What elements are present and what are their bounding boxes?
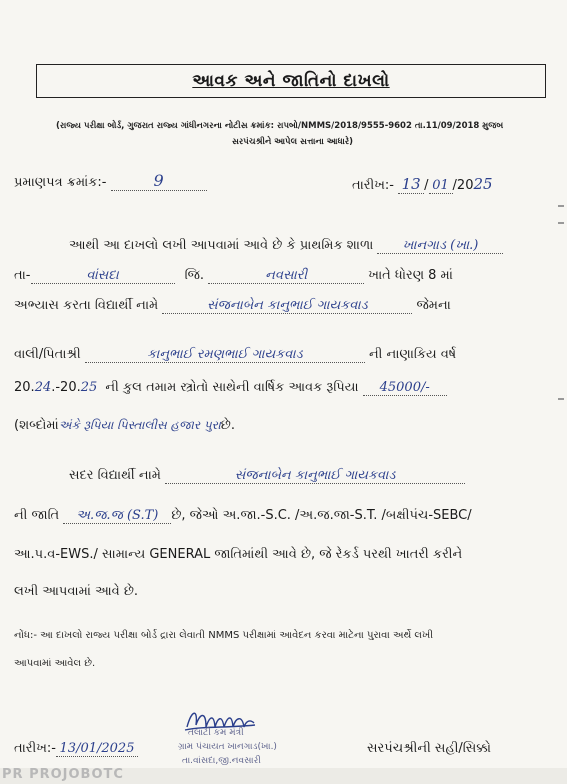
- certificate-number-value: 9: [111, 171, 207, 191]
- student-prefix: અભ્યાસ કરતા વિદ્યાર્થી નામે: [14, 298, 159, 313]
- income-text: ની કુલ તમામ સ્ત્રોતો સાથેની વાર્ષિક આવક રૂપિયા: [105, 380, 359, 395]
- guardian-name: કાનુભાઈ રમણભાઈ ગાયકવાડ: [85, 347, 365, 363]
- sadar-label: સદર વિદ્યાર્થી નામે: [69, 468, 161, 483]
- caste-value: અ.જ.જ (S.T): [63, 508, 171, 524]
- date-day: 13: [398, 175, 424, 194]
- edge-mark: [558, 222, 564, 224]
- income-words: અંકે રૂપિયા પિસ્તાલીસ હજાર પુરા: [58, 418, 221, 432]
- year-value-2: 25: [80, 380, 98, 395]
- income-value: 45000/-: [363, 380, 447, 396]
- stamp-line-2: તા.વાંસદા,જી.નવસારી: [182, 756, 261, 766]
- note-line-2: આપવામાં આવેલ છે.: [14, 658, 96, 669]
- year-value-1: 24: [34, 380, 52, 395]
- words-prefix: (શબ્દોમાં: [14, 418, 59, 433]
- edge-mark: [558, 398, 564, 400]
- school-name: ખાનગાડ (ખા.): [377, 238, 503, 254]
- financial-year-text: ની નાણાકિય વર્ષ: [368, 347, 457, 362]
- note-line-1: નોંધ:- આ દાખલો રાજ્ય પરીક્ષા બોર્ડ દ્રારા લેવાતી NMMS પરીક્ષામાં આવેદન કરવા માટેના પુરાવા અર્થે લખી: [14, 630, 434, 641]
- paragraph-line-3: [14, 298, 451, 314]
- taluka-value: વાંસદા: [31, 268, 175, 284]
- certificate-number-row: [14, 171, 207, 191]
- sarpanch-signature-label: સરપંચશ્રીની સહી/સિક્કો: [367, 741, 491, 756]
- title-box: [36, 64, 546, 98]
- stamp-title: તલાટી કમ મંત્રી: [188, 728, 244, 738]
- paragraph-line-9: આ.પ.વ-EWS./ સામાન્ય GENERAL જાતિમાંથી આવે છે, જે રેકર્ડ પરથી ખાતરી કરીને: [14, 547, 463, 562]
- date-year-suffix: 25: [473, 175, 493, 193]
- year-prefix-1: 20.: [14, 380, 35, 395]
- bottom-date-label: તારીખ:-: [14, 741, 56, 756]
- paragraph-line-10: લખી આપવામાં આવે છે.: [14, 584, 139, 599]
- district-label: જિ.: [184, 268, 205, 283]
- edge-mark: [558, 205, 564, 207]
- paragraph-line-7: [69, 468, 465, 484]
- stamp-line-1: ગ્રામ પંચાયત ખાનગાડ(ખા.): [178, 742, 277, 752]
- words-suffix: છે.: [220, 418, 235, 433]
- document-title: આવક અને જાતિનો દાખલો: [192, 71, 390, 91]
- student-name: સંજનાબેન કાનુભાઈ ગાયકવાડ: [162, 298, 412, 314]
- certificate-number-label: પ્રમાણપત્ર ક્રમાંક:-: [14, 175, 107, 190]
- notice-line-1: (રાજ્ય પરીક્ષા બોર્ડ, ગુજરાત રાજ્ય ગાંધીનગરના નોટીસ ક્રમાંક: રાપબો/NMMS/2018/9555-9602 તા.11/09/2018 મુજબ: [56, 121, 504, 131]
- bottom-date-row: [14, 741, 138, 757]
- date-year-prefix: 20: [456, 178, 474, 193]
- standard-text: ખાતે ધોરણ 8 માં: [368, 268, 453, 283]
- taluka-label: તા-: [14, 268, 31, 283]
- district-value: નવસારી: [208, 268, 364, 284]
- date-month: 01: [429, 178, 453, 194]
- notice-line-2: સરપંચશ્રીને આપેલ સત્તાના આધારે): [232, 137, 354, 147]
- date-row: તારીખ:- 13 / 01 /2025: [352, 175, 493, 193]
- sadar-student-name: સંજનાબેન કાનુભાઈ ગાયકવાડ: [165, 468, 465, 484]
- jemna-text: જેમના: [416, 298, 451, 313]
- date-label: તારીખ:-: [352, 178, 394, 193]
- paragraph-line-1: [69, 238, 503, 254]
- paragraph-line-8: [14, 508, 472, 524]
- paragraph-line-2: [14, 268, 453, 284]
- year-mid: .-20.: [51, 380, 81, 395]
- bottom-date-value: 13/01/2025: [56, 741, 138, 757]
- guardian-label: વાલી/પિતાશ્રી: [14, 347, 81, 362]
- bottom-strip-text: PR PROJOBOTC: [2, 767, 124, 782]
- school-prefix-text: આથી આ દાખલો લખી આપવામાં આવે છે કે પ્રાથમિક શાળા: [69, 238, 374, 253]
- paragraph-line-5: [14, 380, 447, 396]
- caste-prefix: ની જાતિ: [14, 508, 60, 523]
- paragraph-line-6: [14, 418, 235, 433]
- paragraph-line-4: [14, 347, 456, 363]
- caste-options-text: છે, જેઓ અ.જા.-S.C. /અ.જ.જા-S.T. /બક્ષીપંચ-SEBC/: [171, 508, 472, 523]
